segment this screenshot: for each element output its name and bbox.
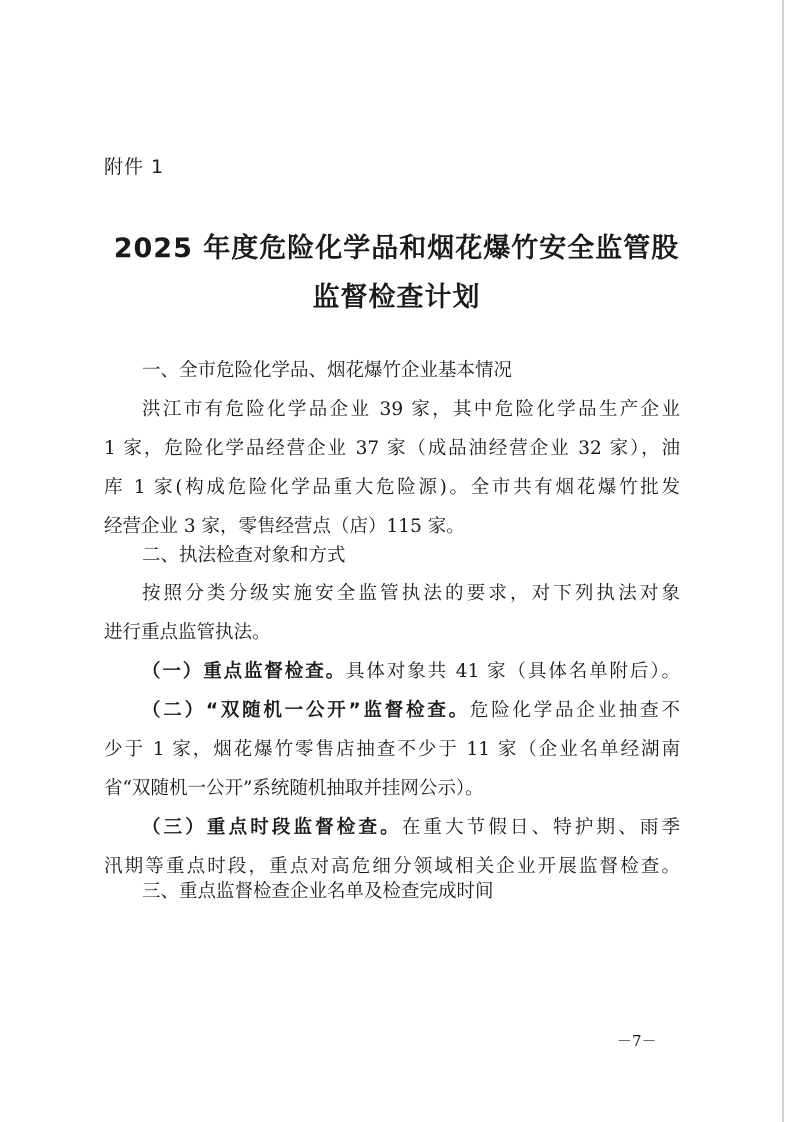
- item-2-heading: （二）“双随机一公开”监督检查。: [142, 700, 470, 721]
- section-3-heading: 三、重点监督检查企业名单及检查完成时间: [142, 881, 494, 902]
- scan-edge-line: [782, 0, 784, 1122]
- item-3-heading: （三）重点时段监督检查。: [142, 817, 402, 838]
- item-1-line: [142, 657, 680, 683]
- item-3-line: [142, 813, 680, 839]
- item-2-text: 危险化学品企业抽查不: [469, 700, 680, 721]
- paragraph-line: 洪江市有危险化学品企业 39 家，其中危险化学品生产企业: [142, 399, 680, 420]
- paragraph-line: 少于 1 家，烟花爆竹零售店抽查不少于 11 家（企业名单经湖南: [104, 739, 680, 760]
- paragraph-line: 经营企业 3 家，零售经营点（店）115 家。: [104, 516, 465, 537]
- page-number: －7－: [617, 1032, 657, 1050]
- document-title-line-1: 2025 年度危险化学品和烟花爆竹安全监管股: [113, 233, 680, 264]
- paragraph-line: 1 家，危险化学品经营企业 37 家（成品油经营企业 32 家），油: [104, 438, 680, 459]
- paragraph-line: 库 1 家(构成危险化学品重大危险源)。全市共有烟花爆竹批发: [104, 477, 680, 498]
- paragraph-line: 汛期等重点时段，重点对高危细分领域相关企业开展监督检查。: [104, 856, 680, 877]
- section-1-heading: 一、全市危险化学品、烟花爆竹企业基本情况: [142, 360, 513, 381]
- document-title-line-2: 监督检查计划: [312, 282, 481, 313]
- item-1-text: 具体对象共 41 家（具体名单附后）。: [346, 661, 680, 682]
- paragraph-line: 按照分类分级实施安全监管执法的要求，对下列执法对象: [142, 583, 680, 604]
- item-3-text: 在重大节假日、特护期、雨季: [401, 817, 680, 838]
- paragraph-line: 省“双随机一公开”系统随机抽取并挂网公示）。: [104, 778, 484, 799]
- section-2-heading: 二、执法检查对象和方式: [142, 545, 346, 566]
- item-2-line: [142, 696, 680, 722]
- item-1-heading: （一）重点监督检查。: [142, 661, 347, 682]
- attachment-label: 附件 1: [104, 156, 165, 178]
- paragraph-line: 进行重点监管执法。: [104, 622, 271, 643]
